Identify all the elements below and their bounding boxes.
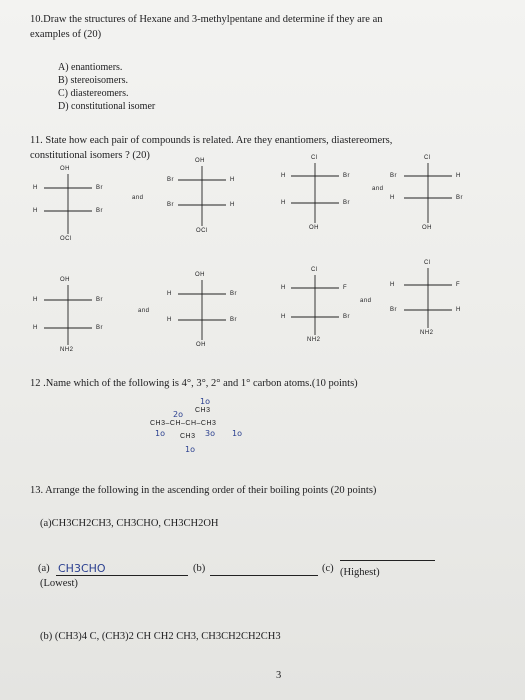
q12-hand-right1o: 1o (232, 429, 242, 438)
q10-option-a: A) enantiomers. (58, 62, 123, 73)
p4l-nh2: NH2 (307, 337, 321, 343)
p1l-oh: OH (60, 166, 70, 172)
p1l-ocl: OCl (60, 236, 72, 242)
p1l-h1: H (33, 185, 38, 191)
p4r-f: F (456, 282, 461, 288)
p1l-br1: Br (96, 185, 103, 191)
p2r-oh: OH (422, 225, 432, 231)
p2r-h2: H (390, 195, 395, 201)
p3-and: and (138, 308, 150, 314)
p4r-br: Br (390, 307, 397, 313)
p3l-br1: Br (96, 297, 103, 303)
p3l-br2: Br (96, 325, 103, 331)
q11-stem-line2: constitutional isomers ? (20) (30, 150, 150, 161)
p4l-br: Br (343, 314, 350, 320)
p2l-br1: Br (343, 173, 350, 179)
q10-stem-line1: 10.Draw the structures of Hexane and 3-methylpentane and determine if they are an (30, 14, 383, 25)
p2l-h1: H (281, 173, 286, 179)
p2r-br1: Br (390, 173, 397, 179)
q10-option-b: B) stereoisomers. (58, 75, 128, 86)
q12-formula-top: CH3 (195, 407, 211, 414)
q10-stem-line2: examples of (20) (30, 29, 102, 40)
q13-blank-b (210, 575, 318, 576)
p2l-br2: Br (343, 200, 350, 206)
q12-stem: 12 .Name which of the following is 4°, 3°, 2° and 1° carbon atoms.(10 points) (30, 378, 358, 389)
p4-and: and (360, 298, 372, 304)
q12-hand-3o: 3o (205, 429, 215, 438)
p4l-cl: Cl (311, 267, 318, 273)
p1r-oh: OH (195, 158, 205, 164)
p4r-h1: H (390, 282, 395, 288)
q13-blank-c (340, 560, 435, 561)
p4r-cl: Cl (424, 260, 431, 266)
q12-formula-bottom: CH3 (180, 433, 196, 440)
q10-option-c: C) diastereomers. (58, 88, 129, 99)
p2l-oh: OH (309, 225, 319, 231)
p4l-f: F (343, 285, 348, 291)
p4r-h2: H (456, 307, 461, 313)
q13-b-label: (b) (193, 563, 206, 574)
q11-stem-line1: 11. State how each pair of compounds is related. Are they enantiomers, diastereomers, (30, 135, 393, 146)
p1r-br1: Br (167, 177, 174, 183)
q12-hand-top: 1o (200, 397, 210, 406)
q13-stem: 13. Arrange the following in the ascending order of their boiling points (20 points) (30, 485, 377, 496)
p1-and: and (132, 195, 144, 201)
p1r-br2: Br (167, 202, 174, 208)
q13-highest: (Highest) (340, 567, 380, 578)
q12-formula-main: CH3–CH–CH–CH3 (150, 420, 217, 427)
p2l-cl: Cl (311, 155, 318, 161)
p3l-oh: OH (60, 277, 70, 283)
p3r-oh: OH (195, 272, 205, 278)
p2-and: and (372, 186, 384, 192)
p4l-h2: H (281, 314, 286, 320)
q13-c-label: (c) (322, 563, 334, 574)
q13-lowest: (Lowest) (40, 578, 78, 589)
p1l-h2: H (33, 208, 38, 214)
q13-a-answer: CH3CHO (58, 562, 106, 575)
q12-hand-2o: 2o (173, 410, 183, 419)
p1r-ocl: OCl (196, 228, 208, 234)
p2r-cl: Cl (424, 155, 431, 161)
p1r-h1: H (230, 177, 235, 183)
p3r-oh2: OH (196, 342, 206, 348)
q12-hand-bottom1o: 1o (185, 445, 195, 454)
p3l-h1: H (33, 297, 38, 303)
p4l-h1: H (281, 285, 286, 291)
p3r-h1: H (167, 291, 172, 297)
q10-option-d: D) constitutional isomer (58, 101, 156, 112)
p1l-br2: Br (96, 208, 103, 214)
p2l-h2: H (281, 200, 286, 206)
p1r-h2: H (230, 202, 235, 208)
q13-a-label: (a) (38, 563, 50, 574)
p2r-br2: Br (456, 195, 463, 201)
q13-set-b: (b) (CH3)4 C, (CH3)2 CH CH2 CH3, CH3CH2CH2CH3 (40, 631, 281, 642)
q13-blank-a (56, 575, 188, 576)
p2r-h1: H (456, 173, 461, 179)
page-number: 3 (276, 670, 282, 681)
p3l-h2: H (33, 325, 38, 331)
q13-set-a: (a)CH3CH2CH3, CH3CHO, CH3CH2OH (40, 518, 219, 529)
p3r-br2: Br (230, 317, 237, 323)
p4r-nh2: NH2 (420, 330, 434, 336)
p3r-br1: Br (230, 291, 237, 297)
p3l-nh2: NH2 (60, 347, 74, 353)
p3r-h2: H (167, 317, 172, 323)
q12-hand-left1o: 1o (155, 429, 165, 438)
